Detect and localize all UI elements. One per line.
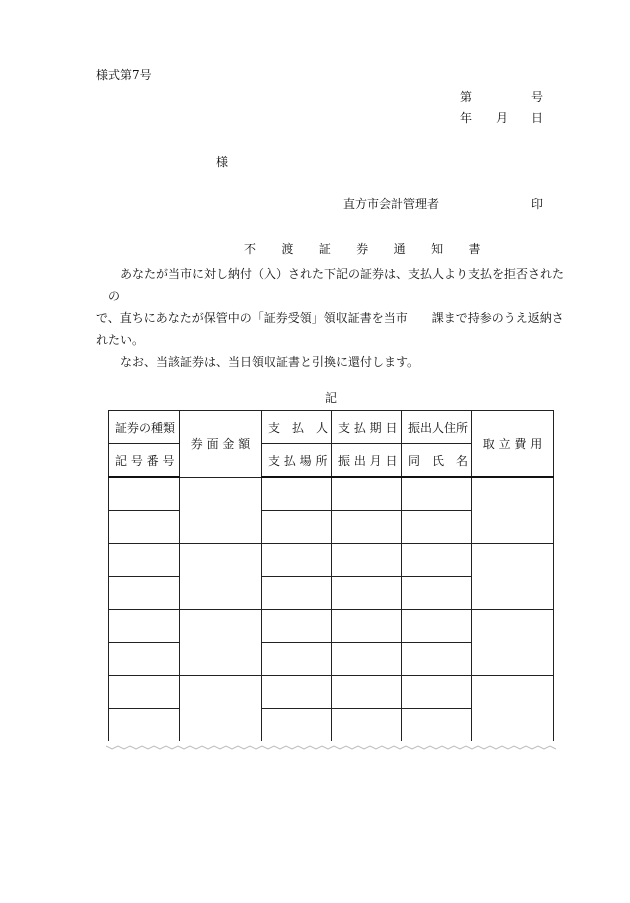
date-day: 日 xyxy=(531,111,544,125)
cell-security-type[interactable] xyxy=(109,610,180,643)
body-line-1: あなたが当市に対し納付（入）された下記の証券は、支払人より支払を拒否されたの xyxy=(108,267,565,303)
header-collection-fee: 取 立 費 用 xyxy=(472,411,554,478)
ki-heading: 記 xyxy=(325,391,338,405)
seal-mark: 印 xyxy=(531,197,544,211)
table-row xyxy=(109,544,554,577)
body-paragraph-2: なお、当該証券は、当日領収証書と引換に還付します。 xyxy=(120,355,420,369)
cell-issue-date[interactable] xyxy=(332,643,402,676)
cell-drawer-name[interactable] xyxy=(402,643,472,676)
table-row xyxy=(109,610,554,643)
header-issue-date: 振 出 月 日 xyxy=(332,444,402,478)
body-line-2: で、直ちにあなたが保管中の「証券受領」領収証書を当市 課まで持参のうえ返納さ xyxy=(96,311,564,325)
cell-collection-fee[interactable] xyxy=(472,676,554,742)
cell-payer[interactable] xyxy=(262,676,332,709)
header-serial-number: 記 号 番 号 xyxy=(109,444,180,478)
table-row xyxy=(109,477,554,511)
cell-face-amount[interactable] xyxy=(180,610,262,676)
addressee-honorific: 様 xyxy=(216,155,229,169)
cell-issue-date[interactable] xyxy=(332,577,402,610)
body-line-3: れたい。 xyxy=(96,333,145,347)
cell-face-amount[interactable] xyxy=(180,676,262,742)
cell-payment-due[interactable] xyxy=(332,610,402,643)
cell-issue-date[interactable] xyxy=(332,709,402,742)
doc-number-prefix: 第 xyxy=(460,90,473,104)
header-security-type: 証券の種類 xyxy=(109,411,180,444)
securities-table xyxy=(108,410,554,741)
header-face-amount: 券 面 金 額 xyxy=(180,411,262,478)
sender-name: 直方市会計管理者 xyxy=(343,197,440,211)
cell-drawer-address[interactable] xyxy=(402,477,472,511)
cell-security-type[interactable] xyxy=(109,477,180,511)
cell-serial-number[interactable] xyxy=(109,643,180,676)
cell-payment-place[interactable] xyxy=(262,709,332,742)
cell-drawer-address[interactable] xyxy=(402,610,472,643)
table-header-row-1 xyxy=(109,411,554,444)
cell-payer[interactable] xyxy=(262,544,332,577)
cell-payer[interactable] xyxy=(262,477,332,511)
body-paragraph-1 xyxy=(96,263,570,351)
date-year: 年 xyxy=(460,111,473,125)
cell-drawer-name[interactable] xyxy=(402,709,472,742)
torn-edge-divider xyxy=(106,742,556,754)
cell-payment-due[interactable] xyxy=(332,544,402,577)
cell-serial-number[interactable] xyxy=(109,709,180,742)
cell-drawer-address[interactable] xyxy=(402,676,472,709)
document-title: 不 渡 証 券 通 知 書 xyxy=(244,242,492,256)
header-payment-place: 支 払 場 所 xyxy=(262,444,332,478)
cell-face-amount[interactable] xyxy=(180,477,262,544)
cell-drawer-address[interactable] xyxy=(402,544,472,577)
cell-drawer-name[interactable] xyxy=(402,511,472,544)
cell-issue-date[interactable] xyxy=(332,511,402,544)
table-row xyxy=(109,676,554,709)
cell-serial-number[interactable] xyxy=(109,511,180,544)
form-number: 様式第7号 xyxy=(96,68,152,82)
cell-collection-fee[interactable] xyxy=(472,544,554,610)
cell-serial-number[interactable] xyxy=(109,577,180,610)
header-payment-due: 支 払 期 日 xyxy=(332,411,402,444)
cell-payment-due[interactable] xyxy=(332,477,402,511)
cell-payment-place[interactable] xyxy=(262,643,332,676)
header-payer: 支 払 人 xyxy=(262,411,332,444)
cell-payment-place[interactable] xyxy=(262,577,332,610)
cell-security-type[interactable] xyxy=(109,676,180,709)
body-text xyxy=(96,263,570,373)
cell-payment-place[interactable] xyxy=(262,511,332,544)
date-month: 月 xyxy=(496,111,509,125)
cell-payment-due[interactable] xyxy=(332,676,402,709)
cell-collection-fee[interactable] xyxy=(472,610,554,676)
header-drawer-address: 振出人住所 xyxy=(402,411,472,444)
cell-security-type[interactable] xyxy=(109,544,180,577)
cell-face-amount[interactable] xyxy=(180,544,262,610)
header-drawer-name: 同 氏 名 xyxy=(402,444,472,478)
doc-number-suffix: 号 xyxy=(531,90,544,104)
cell-drawer-name[interactable] xyxy=(402,577,472,610)
cell-collection-fee[interactable] xyxy=(472,477,554,544)
cell-payer[interactable] xyxy=(262,610,332,643)
